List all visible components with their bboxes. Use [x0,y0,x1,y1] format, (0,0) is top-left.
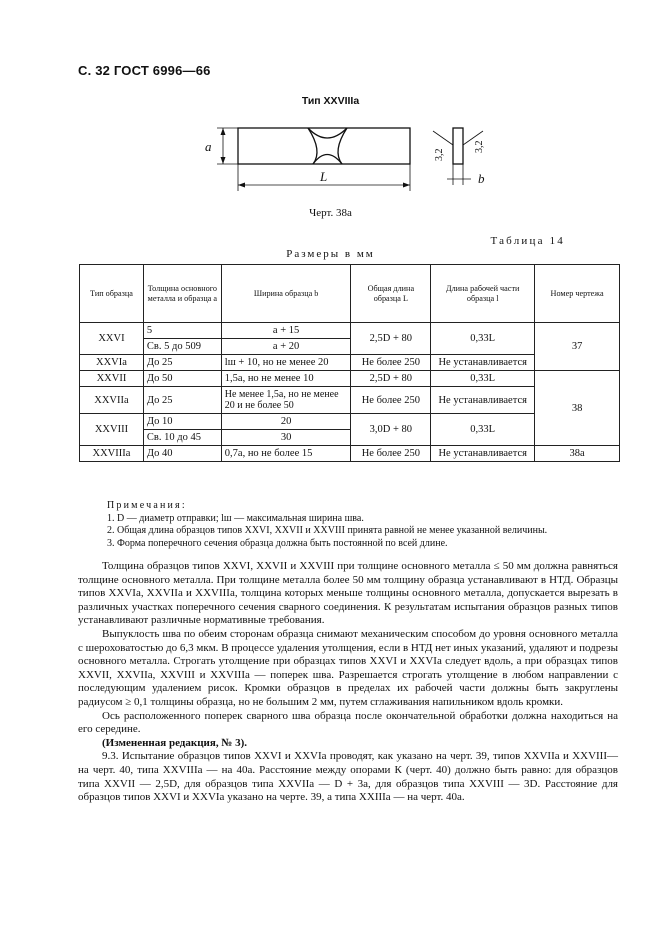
cell-thickness: До 25 [143,387,221,414]
cross-section [453,128,463,164]
note-1: 1. D — диаметр отправки; lш — максимальная ширина шва. [107,512,364,524]
cell-total-length: Не более 250 [351,446,431,462]
cell-width: a + 20 [221,339,351,355]
cell-total-length: 2,5D + 80 [351,323,431,355]
label-b: b [478,171,485,186]
cell-work-length: 0,33L [431,323,535,355]
cell-width: lш + 10, но не менее 20 [221,355,351,371]
dim-3-2-right: 3,2 [474,140,485,153]
table-row [80,446,620,462]
cell-figure: 38а [535,446,620,462]
table-label: Таблица 14 [490,235,565,247]
paragraph-thickness: Толщина образцов типов XXVI, XXVII и XXVIII при толщине основного металла ≤ 50 мм должна равняться толщине основного металла. При толщине металла более 50 мм толщину образца устанавливают в НТД. Образцы типов XXVIа, XXVIIа и XXVIIIа, толщина которых меньше толщины основного металла, допускается вырезать в различных участках поперечного сечения сварного соединения. К результатам испытания образцов разных типов устанавливают различные нормативные требования. [78,560,618,627]
weld-left-curve [308,128,317,164]
paragraph-9-3: 9.3. Испытание образцов типов XXVI и XXVIа проводят, как указано на черт. 39, типов XXVIIа и XXVIII— на черт. 40, типа XXVIIIа — на 40а. Расстояние между опорами К (черт. 40) должно быть равно: для образцов типа XXVII — 2,5D, для образцов типа XXVIIа — D + 3a, для образцов типа XXVIII — 3D. Расстояние для образцов типов XXVI и XXVIа указано на черте. 39, а типа XXIIIа — на черт. 40а. [78,750,618,804]
col-header-type: Тип образца [80,265,144,323]
note-3: 3. Форма поперечного сечения образца должна быть постоянной по всей длине. [107,537,448,549]
table-row [80,371,620,387]
col-header-figure: Номер чертежа [535,265,620,323]
cell-type: XXVIIIа [80,446,144,462]
figure-title: Тип XXVIIIа [301,95,360,107]
cell-total-length: Не более 250 [351,355,431,371]
paragraph-axis: Ось расположенного поперек сварного шва образца после окончательной обработки должна находиться на его середине. [78,709,618,736]
figure-38a-drawing [195,115,515,205]
cell-width: 0,7a, но не более 15 [221,446,351,462]
cell-type: XXVIIа [80,387,144,414]
page-header: С. 32 ГОСТ 6996—66 [78,63,211,78]
cell-work-length: Не устанавливается [431,446,535,462]
cell-thickness: 5 [143,323,221,339]
weld-right-curve [338,128,347,164]
body-text [78,560,618,805]
cell-total-length: 2,5D + 80 [351,371,431,387]
cell-width: a + 15 [221,323,351,339]
col-header-width: Ширина образца b [221,265,351,323]
paragraph-convexity: Выпуклость шва по обеим сторонам образца снимают механическим способом до уровня основного металла с шероховатостью до 6,3 мкм. В процессе удаления утолщения, если в НТД нет иных указаний, удаляют и подрезы основного металла. Строгать утолщение при образцах типов XXVI и XXVIа следует вдоль, а при образцах типов XXVII, XXVIIа, XXVIII и XXVIIIа — поперек шва. Разрешается строгать утолщение в любом направлении с последующим удалением рисок. Кромки образцов в пределах их рабочей части должны быть закруглены радиусом ≥ 0,1 толщины образца, но не большим 2 мм, путем сглаживания напильником вдоль кромки. [78,627,618,708]
cell-width: Не менее 1,5a, но не менее 20 и не более 50 [221,387,351,414]
cell-width: 30 [221,430,351,446]
label-L: L [320,169,328,184]
note-2: 2. Общая длина образцов типов XXVI, XXVII и XXVIII принята равной не менее указанной величины. [107,525,548,536]
table-header-row [80,265,620,323]
cell-type: XXVII [80,371,144,387]
col-header-work-length: Длина рабочей части образца l [431,265,535,323]
cell-figure: 38 [535,371,620,446]
cell-total-length: 3,0D + 80 [351,414,431,446]
cell-thickness: До 40 [143,446,221,462]
cell-type: XXVI [80,323,144,355]
figure-caption: Черт. 38а [309,207,352,219]
table-row [80,323,620,339]
col-header-thickness: Толщина основного металла и образца a [143,265,221,323]
table-units: Размеры в мм [286,248,375,260]
label-a: a [205,139,212,154]
specimen-table [79,264,620,462]
col-header-total-length: Общая длина образца L [351,265,431,323]
notes-heading: Примечания: [107,500,187,511]
cell-thickness: Св. 5 до 509 [143,339,221,355]
cell-work-length: Не устанавливается [431,355,535,371]
cell-width: 20 [221,414,351,430]
cell-work-length: 0,33L [431,371,535,387]
cell-work-length: 0,33L [431,414,535,446]
cell-figure: 37 [535,323,620,371]
cell-type: XXVIII [80,414,144,446]
dim-3-2-left: 3,2 [434,148,445,161]
cell-type: XXVIа [80,355,144,371]
paragraph-amendment: (Измененная редакция, № 3). [102,736,248,749]
cell-thickness: До 10 [143,414,221,430]
cell-thickness: До 50 [143,371,221,387]
cell-thickness: До 25 [143,355,221,371]
cell-width: 1,5a, но не менее 10 [221,371,351,387]
cell-total-length: Не более 250 [351,387,431,414]
specimen-plate [238,128,410,164]
cell-work-length: Не устанавливается [431,387,535,414]
table-notes [107,500,627,550]
cell-thickness: Св. 10 до 45 [143,430,221,446]
